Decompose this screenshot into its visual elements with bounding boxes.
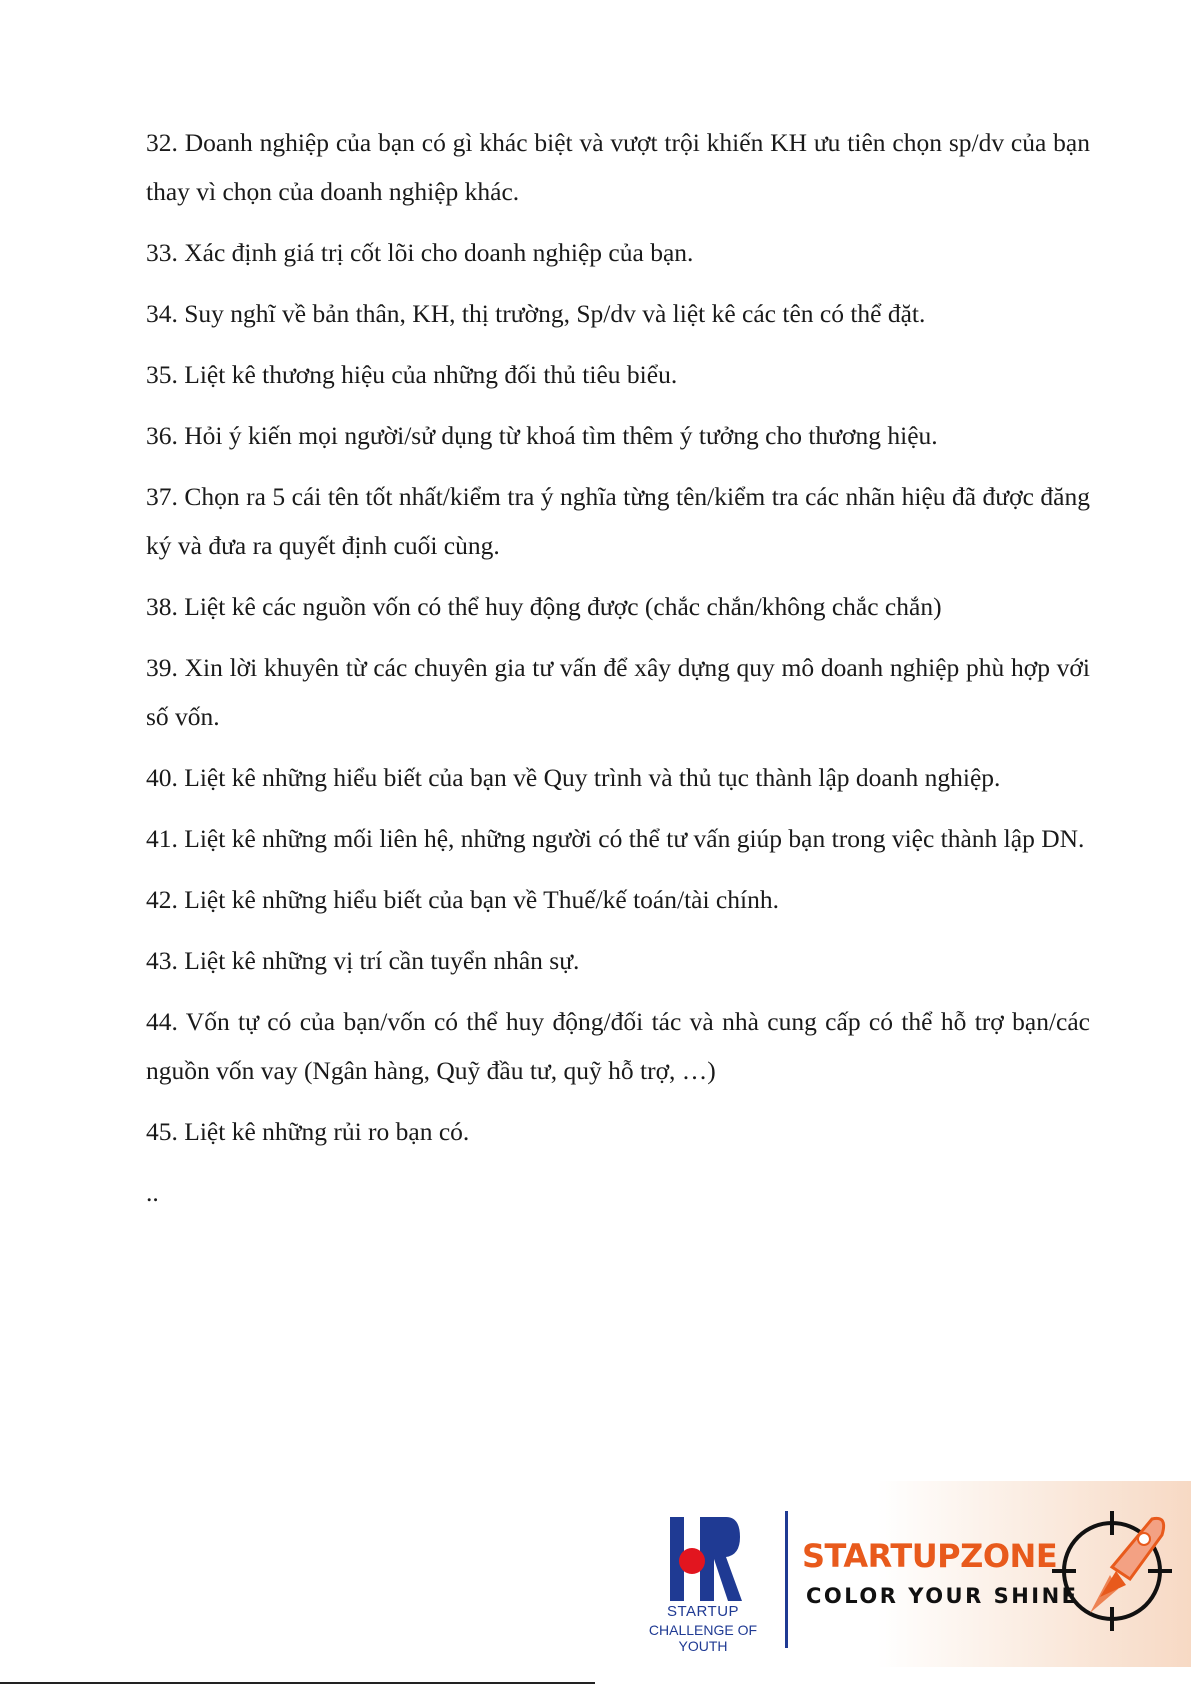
list-item-43: 43. Liệt kê những vị trí cần tuyển nhân sự. <box>146 946 580 975</box>
rocket-target-icon <box>1050 1505 1180 1635</box>
list-item-36: 36. Hỏi ý kiến mọi người/sử dụng từ khoá tìm thêm ý tưởng cho thương hiệu. <box>146 421 938 450</box>
list-item-42: 42. Liệt kê những hiểu biết của bạn về Thuế/kế toán/tài chính. <box>146 885 779 914</box>
startupzone-title: STARTUPZONE <box>802 1537 1058 1575</box>
bottom-rule <box>0 1682 595 1684</box>
list-item-39: 39. Xin lời khuyên từ các chuyên gia tư vấn để xây dựng quy mô doanh nghiệp phù hợp với số vốn. <box>146 653 1090 731</box>
list-item-35: 35. Liệt kê thương hiệu của những đối thủ tiêu biểu. <box>146 360 678 389</box>
list-item-38: 38. Liệt kê các nguồn vốn có thể huy động được (chắc chắn/không chắc chắn) <box>146 592 942 621</box>
footer-logos <box>610 1481 1191 1667</box>
list-item-45: 45. Liệt kê những rủi ro bạn có. <box>146 1117 470 1146</box>
list-item-40: 40. Liệt kê những hiểu biết của bạn về Quy trình và thủ tục thành lập doanh nghiệp. <box>146 763 1001 792</box>
list-item-34: 34. Suy nghĩ về bản thân, KH, thị trường, Sp/dv và liệt kê các tên có thể đặt. <box>146 299 926 328</box>
list-item-37: 37. Chọn ra 5 cái tên tốt nhất/kiểm tra ý nghĩa từng tên/kiểm tra các nhãn hiệu đã được đăng ký và đưa ra quyết định cuối cùng. <box>146 482 1090 560</box>
list-item-32: 32. Doanh nghiệp của bạn có gì khác biệt và vượt trội khiến KH ưu tiên chọn sp/dv của bạn thay vì chọn của doanh nghiệp khác. <box>146 128 1090 206</box>
trailing-dots: .. <box>146 1178 159 1207</box>
hr-challenge-text: CHALLENGE OF YOUTH <box>648 1622 758 1654</box>
startupzone-tagline: COLOR YOUR SHINE <box>806 1584 1079 1608</box>
hr-logo <box>628 1517 778 1657</box>
list-item-41: 41. Liệt kê những mối liên hệ, những người có thể tư vấn giúp bạn trong việc thành lập DN. <box>146 824 1085 853</box>
logo-divider <box>785 1511 788 1648</box>
hr-startup-text: STARTUP <box>666 1603 740 1620</box>
list-item-44: 44. Vốn tự có của bạn/vốn có thể huy động/đối tác và nhà cung cấp có thể hỗ trợ bạn/các nguồn vốn vay (Ngân hàng, Quỹ đầu tư, quỹ hỗ trợ, …) <box>146 1007 1090 1085</box>
hr-logo-icon <box>670 1517 742 1601</box>
document-body <box>146 118 1090 1217</box>
list-item-33: 33. Xác định giá trị cốt lõi cho doanh nghiệp của bạn. <box>146 238 694 267</box>
